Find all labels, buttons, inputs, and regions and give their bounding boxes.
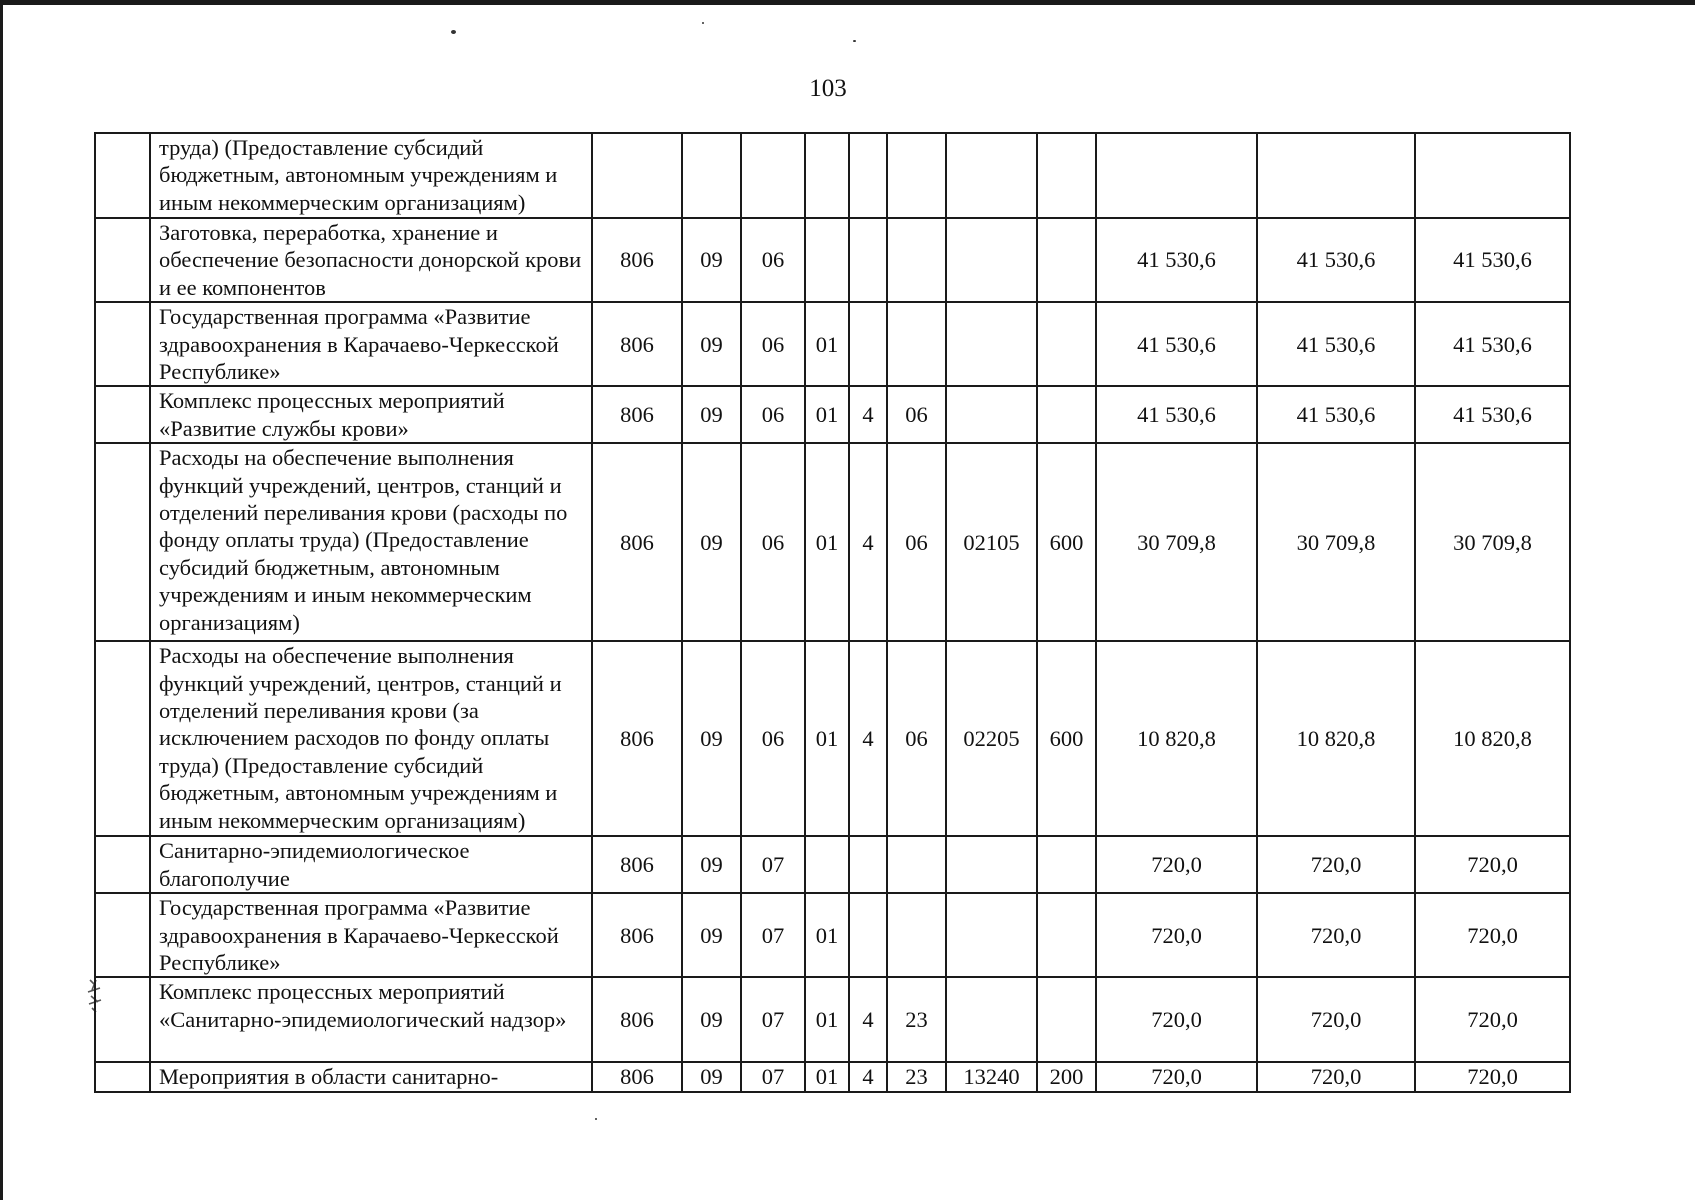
code-cell-ved: 806 [592,302,682,386]
code-cell-c4 [946,218,1037,302]
code-cell-c3: 23 [887,1062,946,1091]
code-cell-pr: 06 [741,386,805,443]
code-cell-y2: 720,0 [1257,836,1415,893]
table-row [95,133,1570,218]
code-cell-y1: 720,0 [1096,1062,1257,1091]
code-cell-y3: 720,0 [1415,977,1570,1062]
scan-speck [595,1118,597,1120]
code-cell-pr: 06 [741,302,805,386]
code-cell-c4 [946,386,1037,443]
row-number-cell [95,133,150,218]
code-cell-c3: 23 [887,977,946,1062]
code-cell-c2 [849,218,887,302]
code-cell-c2: 4 [849,443,887,641]
code-cell-rz [682,133,741,218]
row-number-cell [95,641,150,836]
code-cell-ved: 806 [592,1062,682,1091]
page-number: 103 [809,75,847,102]
row-number-cell [95,977,150,1062]
code-cell-y1: 720,0 [1096,977,1257,1062]
code-cell-c1: 01 [805,386,849,443]
code-cell-y1: 41 530,6 [1096,386,1257,443]
code-cell-y2: 41 530,6 [1257,218,1415,302]
code-cell-c3: 06 [887,443,946,641]
code-cell-vr [1037,218,1096,302]
code-cell-rz: 09 [682,977,741,1062]
item-name-cell: Заготовка, переработка, хранение и обеспечение безопасности донорской крови и ее компонентов [150,218,592,302]
code-cell-vr: 600 [1037,641,1096,836]
code-cell-rz: 09 [682,836,741,893]
code-cell-rz: 09 [682,443,741,641]
code-cell-rz: 09 [682,218,741,302]
code-cell-y3 [1415,133,1570,218]
code-cell-c2: 4 [849,977,887,1062]
code-cell-rz: 09 [682,1062,741,1091]
code-cell-y3: 41 530,6 [1415,302,1570,386]
code-cell-ved: 806 [592,386,682,443]
table-row [95,218,1570,302]
scan-top-edge [0,0,1695,5]
code-cell-c3: 06 [887,386,946,443]
code-cell-y1: 41 530,6 [1096,218,1257,302]
code-cell-pr: 06 [741,218,805,302]
code-cell-pr: 07 [741,893,805,977]
row-number-cell [95,443,150,641]
code-cell-vr [1037,386,1096,443]
code-cell-y1: 720,0 [1096,893,1257,977]
row-number-cell [95,893,150,977]
row-number-cell [95,1062,150,1091]
scan-left-edge [0,0,3,1200]
code-cell-ved: 806 [592,443,682,641]
table-row [95,977,1570,1062]
code-cell-c4: 02105 [946,443,1037,641]
item-name-cell: труда) (Предоставление субсидий бюджетным, автономным учреждениям и иным некоммерческим организациям) [150,133,592,218]
code-cell-y2: 720,0 [1257,977,1415,1062]
code-cell-vr: 600 [1037,443,1096,641]
code-cell-c1: 01 [805,893,849,977]
code-cell-vr: 200 [1037,1062,1096,1091]
code-cell-c4: 13240 [946,1062,1037,1091]
code-cell-rz: 09 [682,386,741,443]
code-cell-c4 [946,302,1037,386]
code-cell-y1: 41 530,6 [1096,302,1257,386]
code-cell-c3: 06 [887,641,946,836]
table-body [95,133,1570,1092]
table-row [95,1062,1570,1091]
code-cell-c1: 01 [805,977,849,1062]
code-cell-c2 [849,302,887,386]
code-cell-y3: 720,0 [1415,836,1570,893]
code-cell-c3 [887,836,946,893]
row-number-cell [95,386,150,443]
item-name-cell: Комплекс процессных мероприятий «Развитие службы крови» [150,386,592,443]
code-cell-c2 [849,893,887,977]
code-cell-y2: 30 709,8 [1257,443,1415,641]
code-cell-c4 [946,977,1037,1062]
row-number-cell [95,218,150,302]
code-cell-c3 [887,893,946,977]
code-cell-c2: 4 [849,1062,887,1091]
code-cell-c1 [805,218,849,302]
row-number-cell [95,836,150,893]
table-row [95,386,1570,443]
item-name-cell: Мероприятия в области санитарно- [150,1062,592,1091]
code-cell-ved: 806 [592,977,682,1062]
code-cell-pr: 07 [741,836,805,893]
code-cell-vr [1037,893,1096,977]
item-name-cell: Комплекс процессных мероприятий «Санитарно-эпидемиологический надзор» [150,977,592,1062]
code-cell-pr: 06 [741,641,805,836]
code-cell-y3: 10 820,8 [1415,641,1570,836]
code-cell-ved: 806 [592,893,682,977]
code-cell-y3: 41 530,6 [1415,386,1570,443]
code-cell-ved: 806 [592,641,682,836]
code-cell-c4 [946,133,1037,218]
code-cell-c1 [805,133,849,218]
item-name-cell: Государственная программа «Развитие здравоохранения в Карачаево-Черкесской Республике» [150,302,592,386]
code-cell-c1: 01 [805,443,849,641]
table-row [95,641,1570,836]
code-cell-c3 [887,133,946,218]
table-row [95,893,1570,977]
code-cell-y2 [1257,133,1415,218]
code-cell-c2 [849,836,887,893]
code-cell-ved [592,133,682,218]
code-cell-c3 [887,302,946,386]
code-cell-y1 [1096,133,1257,218]
row-number-cell [95,302,150,386]
code-cell-y1: 720,0 [1096,836,1257,893]
code-cell-y3: 41 530,6 [1415,218,1570,302]
code-cell-c2: 4 [849,386,887,443]
item-name-cell: Расходы на обеспечение выполнения функций учреждений, центров, станций и отделений переливания крови (расходы по фонду оплаты труда) (Предоставление субсидий бюджетным, автономным учреждениям и иным некоммерческим организациям) [150,443,592,641]
code-cell-c2 [849,133,887,218]
code-cell-y1: 30 709,8 [1096,443,1257,641]
item-name-cell: Государственная программа «Развитие здравоохранения в Карачаево-Черкесской Республике» [150,893,592,977]
code-cell-y2: 41 530,6 [1257,386,1415,443]
code-cell-c1 [805,836,849,893]
code-cell-y1: 10 820,8 [1096,641,1257,836]
code-cell-vr [1037,133,1096,218]
code-cell-y2: 720,0 [1257,1062,1415,1091]
code-cell-vr [1037,836,1096,893]
code-cell-y2: 720,0 [1257,893,1415,977]
table-row [95,443,1570,641]
code-cell-y3: 720,0 [1415,1062,1570,1091]
scan-speck [451,30,456,34]
code-cell-rz: 09 [682,641,741,836]
code-cell-y3: 720,0 [1415,893,1570,977]
scan-speck [702,22,704,24]
code-cell-vr [1037,977,1096,1062]
code-cell-ved: 806 [592,218,682,302]
code-cell-c1: 01 [805,1062,849,1091]
code-cell-y2: 41 530,6 [1257,302,1415,386]
code-cell-pr: 06 [741,443,805,641]
code-cell-pr: 07 [741,1062,805,1091]
code-cell-c4 [946,893,1037,977]
code-cell-y2: 10 820,8 [1257,641,1415,836]
code-cell-rz: 09 [682,893,741,977]
code-cell-pr [741,133,805,218]
item-name-cell: Расходы на обеспечение выполнения функций учреждений, центров, станций и отделений переливания крови (за исключением расходов по фонду оплаты труда) (Предоставление субсидий бюджетным, автономным учреждениям и иным некоммерческим организациям) [150,641,592,836]
code-cell-c1: 01 [805,641,849,836]
code-cell-c1: 01 [805,302,849,386]
table-row [95,836,1570,893]
code-cell-c2: 4 [849,641,887,836]
code-cell-c4 [946,836,1037,893]
code-cell-y3: 30 709,8 [1415,443,1570,641]
code-cell-vr [1037,302,1096,386]
code-cell-c4: 02205 [946,641,1037,836]
table-row [95,302,1570,386]
code-cell-c3 [887,218,946,302]
scan-speck [853,40,856,42]
budget-table [94,132,1571,1093]
code-cell-pr: 07 [741,977,805,1062]
code-cell-rz: 09 [682,302,741,386]
code-cell-ved: 806 [592,836,682,893]
item-name-cell: Санитарно-эпидемиологическое благополучие [150,836,592,893]
